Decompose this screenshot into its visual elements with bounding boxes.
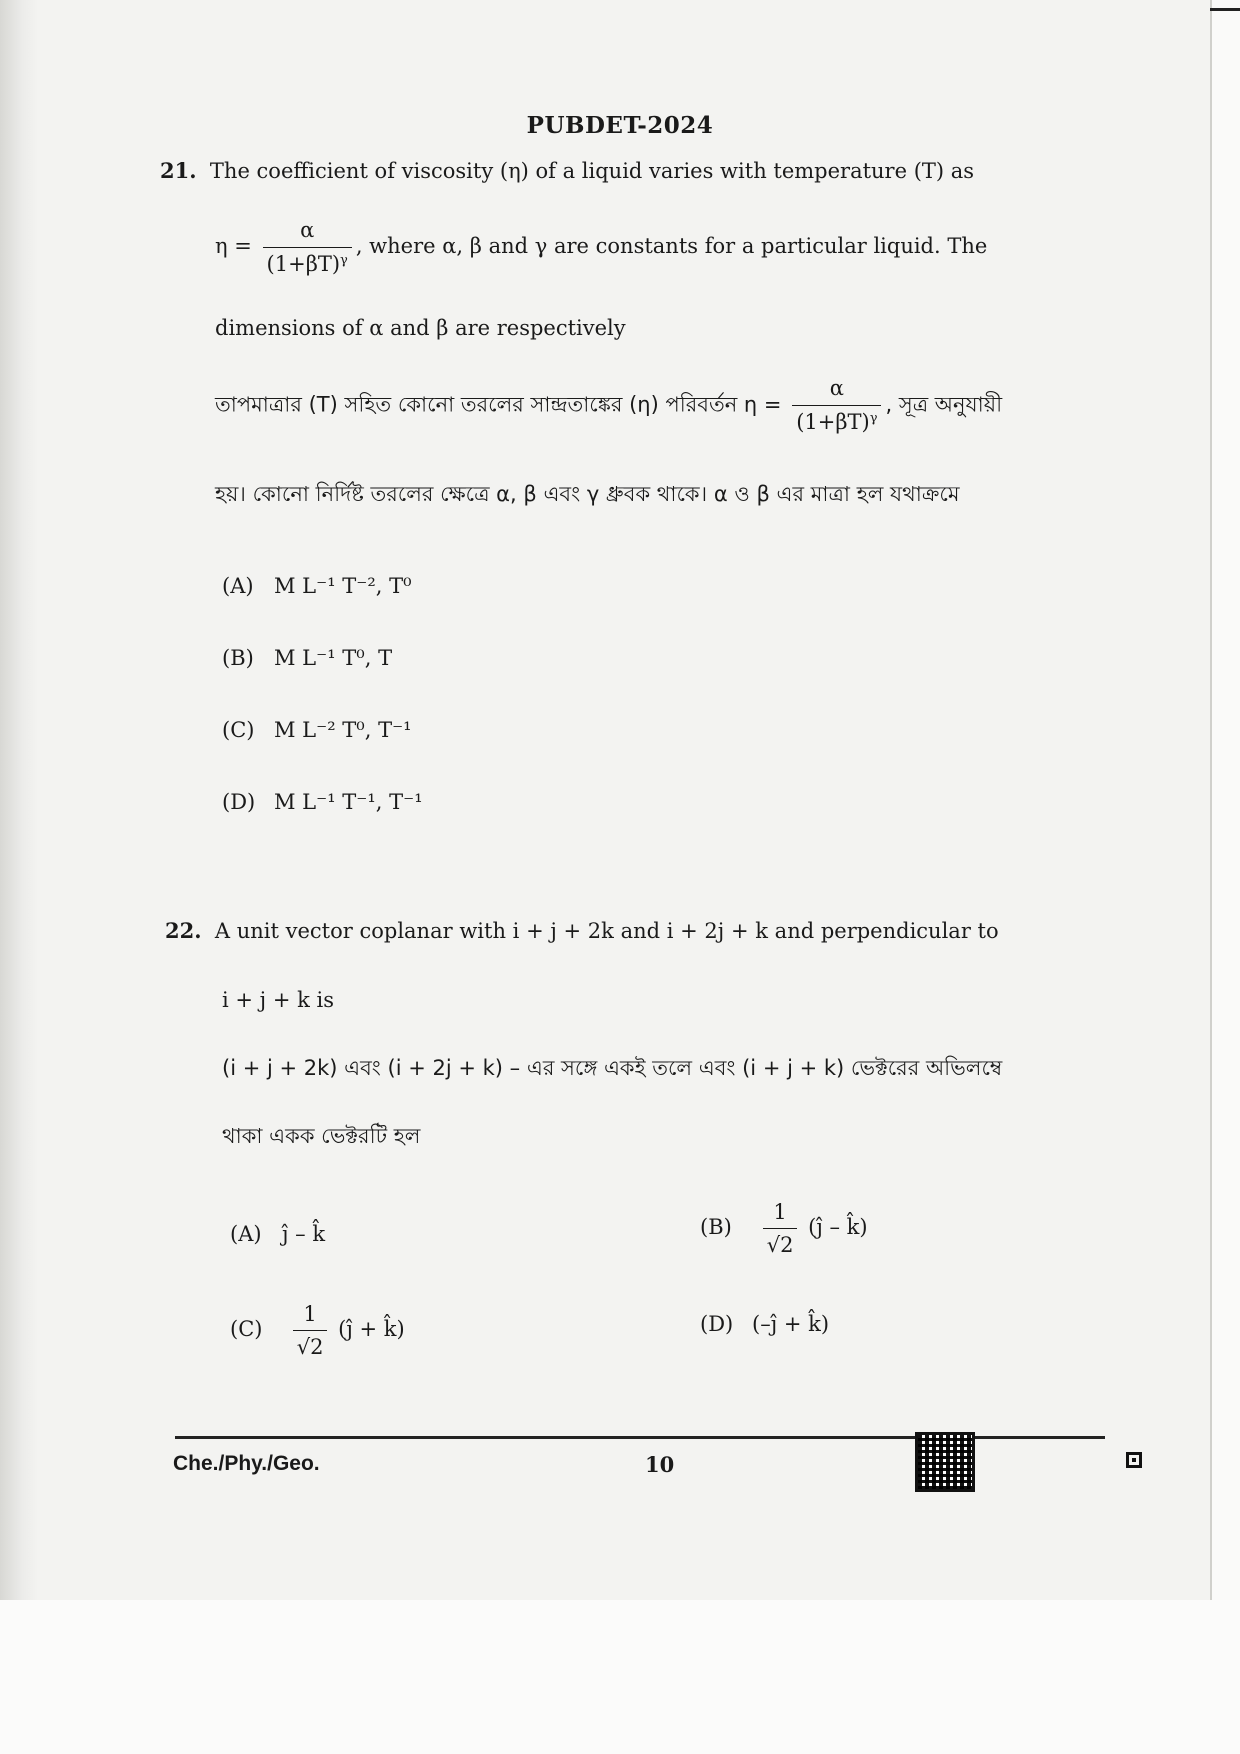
scan-margin bbox=[0, 1600, 1240, 1754]
option-d[interactable]: (D) (–ĵ + k̂) bbox=[700, 1312, 830, 1336]
vector-expression: i + 2j + k bbox=[666, 919, 768, 943]
question-22-line1: 22. A unit vector coplanar with i + j + 2k and i + 2j + k and perpendicular to bbox=[165, 918, 999, 943]
option-b[interactable]: (B) $\frac{1}{√2}$ (ĵ – k̂) bbox=[700, 1200, 868, 1257]
question-21-line3: dimensions of α and β are respectively bbox=[215, 316, 626, 340]
page-number: 10 bbox=[645, 1452, 675, 1477]
equation-lhs: η = bbox=[215, 234, 252, 259]
option-a[interactable]: (A) M L⁻¹ T⁻², T⁰ bbox=[222, 574, 412, 598]
registration-mark-icon bbox=[1126, 1452, 1142, 1468]
subject-code: Che./Phy./Geo. bbox=[173, 1452, 320, 1475]
question-21-bengali-line2: হয়। কোনো নির্দিষ্ট তরলের ক্ষেত্রে α, β এবং γ ধ্রুবক থাকে। α ও β এর মাত্রা হল যথাক্রমে bbox=[215, 482, 960, 506]
fraction: $\frac{1}{√2}$ bbox=[293, 1302, 328, 1359]
page-title: PUBDET-2024 bbox=[526, 112, 714, 139]
question-21-line1 bbox=[160, 158, 974, 184]
equation-fraction bbox=[263, 218, 352, 277]
vector-expression: i + j + 2k bbox=[512, 919, 614, 943]
question-number: 22. bbox=[165, 918, 202, 943]
option-c[interactable]: (C) M L⁻² T⁰, T⁻¹ bbox=[222, 718, 412, 742]
question-22-bengali-line2: থাকা একক ভেক্টরটি হল bbox=[222, 1124, 421, 1148]
option-d[interactable]: (D) M L⁻¹ T⁻¹, T⁻¹ bbox=[222, 790, 423, 814]
fraction-denominator: $(1+\beta T)^\gamma$ bbox=[263, 247, 352, 277]
option-b[interactable]: (B) M L⁻¹ T⁰, T bbox=[222, 646, 393, 670]
fraction-numerator: α bbox=[300, 218, 315, 242]
fraction: $\frac{1}{√2}$ bbox=[763, 1200, 798, 1257]
scan-mark bbox=[1210, 8, 1240, 11]
qr-code-icon bbox=[915, 1432, 975, 1492]
question-number: 21. bbox=[160, 158, 197, 183]
question-21-equation-line bbox=[215, 218, 987, 277]
question-22-line2: i + j + k is bbox=[222, 988, 335, 1012]
question-text: The coefficient of viscosity (η) of a liquid varies with temperature (T) as bbox=[209, 159, 975, 183]
scan-edge bbox=[1210, 0, 1240, 1610]
equation-fraction: $\frac{\alpha}{(1+\beta T)^\gamma}$ bbox=[792, 376, 881, 435]
vector-expression: i + j + k bbox=[222, 988, 310, 1012]
option-a[interactable]: (A) ĵ – k̂ bbox=[230, 1222, 326, 1246]
question-22-bengali-line1: (i + j + 2k) এবং (i + 2j + k) – এর সঙ্গে একই তলে এবং (i + j + k) ভেক্টরের অভিলম্বে bbox=[222, 1056, 1003, 1080]
scan-shadow bbox=[0, 0, 38, 1610]
option-c[interactable]: (C) $\frac{1}{√2}$ (ĵ + k̂) bbox=[230, 1302, 405, 1359]
question-21-bengali-line1: তাপমাত্রার (T) সহিত কোনো তরলের সান্দ্রতাঙ্কের (η) পরিবর্তন η = $\frac{\alpha}{(1+\beta T)^\gamma}$ , সূত্র অনুযায়ী bbox=[215, 376, 1003, 435]
question-text: , where α, β and γ are constants for a particular liquid. The bbox=[355, 234, 988, 259]
